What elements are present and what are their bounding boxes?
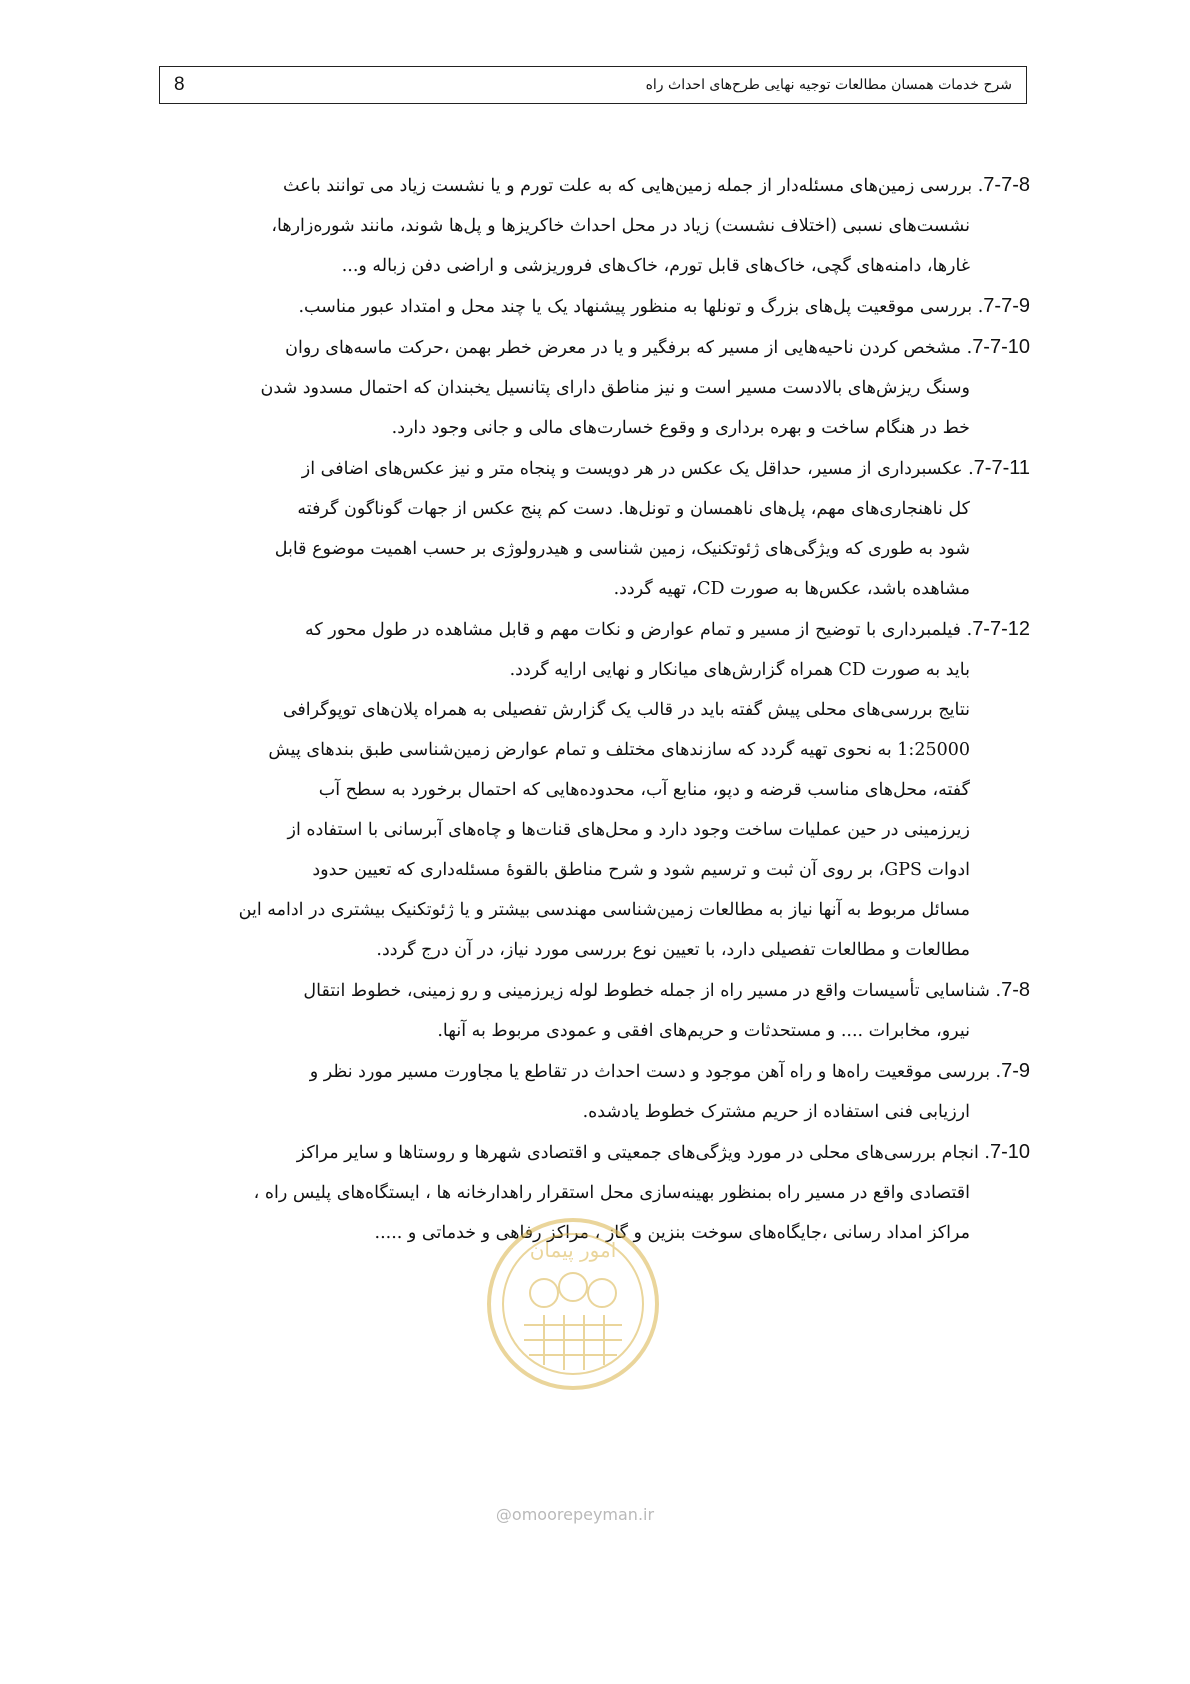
item-number: 7-8	[1001, 979, 1030, 1001]
watermark-url: @omoorepeyman.ir	[495, 1505, 655, 1524]
summary-line: مطالعات و مطالعات تفصیلی دارد، با تعیین نوع بررسی مورد نیاز، در آن درج گردد.	[376, 940, 970, 960]
page-number: 8	[174, 74, 185, 95]
item-number: 7-7-9	[983, 295, 1030, 317]
page-body	[170, 165, 1030, 1253]
section-item: 7-7-10. مشخص کردن ناحیه‌هایی از مسیر که برفگیر و یا در معرض خطر بهمن ،حرکت ماسه‌های روان وسنگ ریزش‌های بالادست مسیر است و نیز مناطق دارای پتانسیل یخبندان که احتمال مسدود شدن خط در هنگام ساخت و بهره برداری و وقوع خسارت‌های مالی و جانی وجود دارد.	[170, 327, 1030, 448]
item-text-line: ارزیابی فنی استفاده از حریم مشترک خطوط یادشده.	[582, 1102, 970, 1122]
section-item: 7-7-11. عکسبرداری از مسیر، حداقل یک عکس در هر دویست و پنجاه متر و نیز عکس‌های اضافی از کل ناهنجاری‌های مهم، پل‌های ناهمسان و تونل‌ها. دست کم پنج عکس از جهات گوناگون گرفته شود به طوری که ویژگی‌های ژئوتکنیک، زمین شناسی و هیدرولوژی بر حسب اهمیت موضوع قابل مشاهده باشد، عکس‌ها به صورت CD، تهیه گردد.	[170, 448, 1030, 609]
summary-line: زیرزمینی در حین عملیات ساخت وجود دارد و محل‌های قنات‌ها و چاه‌های آبرسانی با استفاده از	[287, 820, 970, 840]
watermark-seal-text: امور پیمان	[529, 1238, 617, 1262]
item-text-line: مشاهده باشد، عکس‌ها به صورت CD، تهیه گردد.	[613, 579, 970, 599]
item-number: 7-7-11	[973, 457, 1030, 479]
item-text-line: غارها، دامنه‌های گچی، خاک‌های قابل تورم، خاک‌های فروریزشی و اراضی دفن زباله و...	[341, 256, 970, 276]
item-number: 7-7-10	[972, 336, 1030, 358]
section-item: 7-7-9. بررسی موقعیت پل‌های بزرگ و تونلها به منظور پیشنهاد یک یا چند محل و امتداد عبور مناسب.	[170, 286, 1030, 327]
item-text-line: بررسی زمین‌های مسئله‌دار از جمله زمین‌هایی که به علت تورم و یا نشست زیاد می توانند باعث	[282, 176, 973, 196]
item-text-line: اقتصادی واقع در مسیر راه بمنظور بهینه‌سازی محل استقرار راهدارخانه ها ، ایستگاه‌های پلیس راه ،	[253, 1183, 970, 1203]
section-item: 7-8. شناسایی تأسیسات واقع در مسیر راه از جمله خطوط لوله زیرزمینی و رو زمینی، خطوط انتقال نیرو، مخابرات .... و مستحدثات و حریم‌های افقی و عمودی مربوط به آنها.	[170, 970, 1030, 1051]
item-number: 7-7-12	[972, 618, 1030, 640]
item-text-line: خط در هنگام ساخت و بهره برداری و وقوع خسارت‌های مالی و جانی وجود دارد.	[391, 418, 970, 438]
item-number: 7-10	[989, 1141, 1030, 1163]
at-icon: @	[495, 1505, 512, 1524]
summary-line: نتایج بررسی‌های محلی پیش گفته باید در قالب یک گزارش تفصیلی به همراه پلان‌های توپوگرافی	[282, 700, 970, 720]
summary-paragraph	[170, 690, 1030, 970]
item-text-line: کل ناهنجاری‌های مهم، پل‌های ناهمسان و تونل‌ها. دست کم پنج عکس از جهات گوناگون گرفته	[297, 499, 970, 519]
summary-line: 1:25000 به نحوی تهیه گردد که سازندهای مختلف و تمام عوارض زمین‌شناسی طبق بندهای پیش	[268, 740, 970, 760]
item-text-line: وسنگ ریزش‌های بالادست مسیر است و نیز مناطق دارای پتانسیل یخبندان که احتمال مسدود شدن	[260, 378, 970, 398]
header-title: شرح خدمات همسان مطالعات توجیه نهایی طرح‌های احداث راه	[645, 77, 1012, 93]
section-item: 7-7-12. فیلمبرداری با توضیح از مسیر و تمام عوارض و نکات مهم و قابل مشاهده در طول محور که باید به صورت CD همراه گزارش‌های میانکار و نهایی ارایه گردد.	[170, 609, 1030, 690]
item-text-line: باید به صورت CD همراه گزارش‌های میانکار و نهایی ارایه گردد.	[509, 660, 970, 680]
item-text-line: مراکز امداد رسانی ،جایگاه‌های سوخت بنزین و گاز ، مراکز رفاهی و خدماتی و .....	[374, 1223, 970, 1243]
items-list-2	[170, 970, 1030, 1253]
page-header	[159, 66, 1027, 104]
item-text-line: شود به طوری که ویژگی‌های ژئوتکنیک، زمین شناسی و هیدرولوژی بر حسب اهمیت موضوع قابل	[274, 539, 970, 559]
item-text-line: بررسی موقعیت پل‌های بزرگ و تونلها به منظور پیشنهاد یک یا چند محل و امتداد عبور مناسب.	[298, 297, 973, 317]
item-text-line: نشست‌های نسبی (اختلاف نشست) زیاد در محل احداث خاکریزها و پل‌ها شوند، مانند شوره‌زارها،	[271, 216, 970, 236]
summary-line: ادوات GPS، بر روی آن ثبت و ترسیم شود و شرح مناطق بالقوهٔ مسئله‌داری که تعیین حدود	[312, 860, 970, 880]
item-text-line: مشخص کردن ناحیه‌هایی از مسیر که برفگیر و یا در معرض خطر بهمن ،حرکت ماسه‌های روان	[285, 338, 962, 358]
item-text-line: عکسبرداری از مسیر، حداقل یک عکس در هر دویست و پنجاه متر و نیز عکس‌های اضافی از	[301, 459, 963, 479]
item-number: 7-7-8	[983, 174, 1030, 196]
item-text-line: فیلمبرداری با توضیح از مسیر و تمام عوارض و نکات مهم و قابل مشاهده در طول محور که	[304, 620, 962, 640]
items-list-1	[170, 165, 1030, 690]
section-item: 7-7-8. بررسی زمین‌های مسئله‌دار از جمله زمین‌هایی که به علت تورم و یا نشست زیاد می توانند باعث نشست‌های نسبی (اختلاف نشست) زیاد در محل احداث خاکریزها و پل‌ها شوند، مانند شوره‌زارها، غارها، دامنه‌های گچی، خاک‌های قابل تورم، خاک‌های فروریزشی و اراضی دفن زباله و...	[170, 165, 1030, 286]
summary-line: گفته، محل‌های مناسب قرضه و دپو، منابع آب، محدوده‌هایی که احتمال برخورد به سطح آب	[318, 780, 970, 800]
item-text-line: نیرو، مخابرات .... و مستحدثات و حریم‌های افقی و عمودی مربوط به آنها.	[437, 1021, 970, 1041]
section-item: 7-10. انجام بررسی‌های محلی در مورد ویژگی‌های جمعیتی و اقتصادی شهرها و روستاها و سایر مراکز اقتصادی واقع در مسیر راه بمنظور بهینه‌سازی محل استقرار راهدارخانه ها ، ایستگاه‌های پلیس راه ، مراکز امداد رسانی ،جایگاه‌های سوخت بنزین و گاز ، مراکز رفاهی و خدماتی و .....	[170, 1132, 1030, 1253]
item-number: 7-9	[1001, 1060, 1030, 1082]
section-item: 7-9. بررسی موقعیت راه‌ها و راه آهن موجود و دست احداث در تقاطع یا مجاورت مسیر مورد نظر و ارزیابی فنی استفاده از حریم مشترک خطوط یادشده.	[170, 1051, 1030, 1132]
item-text-line: شناسایی تأسیسات واقع در مسیر راه از جمله خطوط لوله زیرزمینی و رو زمینی، خطوط انتقال	[303, 981, 990, 1001]
item-text-line: بررسی موقعیت راه‌ها و راه آهن موجود و دست احداث در تقاطع یا مجاورت مسیر مورد نظر و	[309, 1062, 990, 1082]
item-text-line: انجام بررسی‌های محلی در مورد ویژگی‌های جمعیتی و اقتصادی شهرها و روستاها و سایر مراکز	[296, 1143, 979, 1163]
summary-line: مسائل مربوط به آنها نیاز به مطالعات زمین‌شناسی مهندسی بیشتر و یا ژئوتکنیک بیشتری در ادامه این	[238, 900, 970, 920]
